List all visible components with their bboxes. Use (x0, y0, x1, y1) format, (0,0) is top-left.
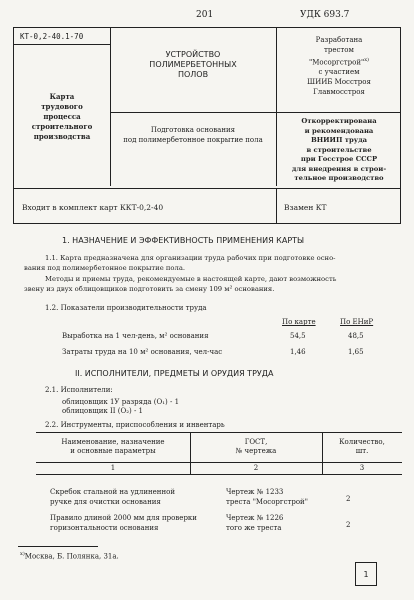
productivity-row-output-enir: 48,5 (348, 332, 364, 340)
table-row-2-qty: 2 (346, 521, 351, 529)
paragraph-2-1: 2.1. Исполнители: (45, 386, 113, 394)
table-row-1-name: Скребок стальной на удлиненной ручке для очистки основания (50, 488, 176, 506)
productivity-row-labor-card: 1,46 (290, 348, 306, 356)
footnote-divider (18, 546, 98, 547)
table-row-2-name: Правило длиной 2000 мм для проверки горизонтальности основания (50, 514, 197, 532)
footnote-mark: х) (20, 551, 25, 557)
worker-2: облицовщик II (О₂) - 1 (62, 407, 144, 415)
col-header-gost: ГОСТ, № чертежа (235, 438, 277, 455)
paragraph-1-1-cont: вания под полимербетонное покрытие пола. (24, 264, 186, 272)
developer-info: Разработана трестом "Мосоргстрой"$^{х)}$ с участием ШИИБ Мосстроя Главмосстроя (307, 36, 371, 97)
col-number-3: 3 (359, 464, 365, 472)
worker-1: облицовщик 1У разряда (О₁) - 1 (62, 398, 180, 406)
paragraph-1-1: 1.1. Карта предназначена для организации труда рабочих при подготовке осно- (45, 254, 336, 262)
table-row-1-gost: Чертеж № 1233 треста "Мосоргстрой" (226, 488, 308, 506)
kit-label: Входит в комплект карт ККТ-0,2-40 (22, 203, 164, 212)
productivity-row-labor-label: Затраты труда на 10 м² основания, чел-час (62, 348, 223, 356)
footnote-text: Москва, Б. Полянка, 31а. (24, 552, 119, 561)
table-row-1-qty: 2 (346, 495, 351, 503)
paragraph-1-2-text: Методы и приемы труда, рекомендуемые в настоящей карте, дают возможность (45, 275, 337, 283)
productivity-row-labor-enir: 1,65 (348, 348, 364, 356)
approval-note: Откорректирована и рекомендована ВНИИП труда в строительстве при Госстрое СССР для внедрения в строи- тельное производство (291, 117, 387, 182)
tools-table (36, 432, 402, 532)
paragraph-2-2: 2.2. Инструменты, приспособления и инвентарь (45, 421, 225, 429)
col-number-2: 2 (253, 464, 259, 472)
productivity-row-output-card: 54,5 (290, 332, 306, 340)
col-number-1: 1 (110, 464, 116, 472)
udk-code: УДК 693.7 (300, 10, 350, 20)
section-2-heading: II. ИСПОЛНИТЕЛИ, ПРЕДМЕТЫ И ОРУДИЯ ТРУДА (75, 369, 274, 378)
card-code: КТ-0,2-40.1-70 (20, 32, 84, 41)
table-row-2-gost: Чертеж № 1226 того же треста (226, 514, 284, 532)
card-type-label: Карта трудового процесса строительного производства (31, 92, 93, 141)
col-by-enir: По ЕНиР (340, 318, 374, 326)
page-box (355, 562, 377, 586)
title-block (13, 27, 401, 224)
card-subtitle: Подготовка основания под полимербетонное покрытие пола (123, 126, 263, 144)
section-1-heading: 1. НАЗНАЧЕНИЕ И ЭФФЕКТИВНОСТЬ ПРИМЕНЕНИЯ КАРТЫ (62, 236, 305, 245)
page-box-number: 1 (363, 569, 369, 579)
footnote (20, 551, 119, 560)
productivity-row-output-label: Выработка на 1 чел-день, м² основания (62, 332, 209, 340)
col-header-name: Наименование, назначение и основные параметры (61, 438, 165, 455)
developer-footnote-mark: х) (364, 57, 370, 63)
paragraph-1-3-text: звену из двух облицовщиков подготовить за смену 109 м² основания. (24, 285, 275, 293)
card-title: УСТРОЙСТВО ПОЛИМЕРБЕТОННЫХ ПОЛОВ (149, 50, 237, 79)
page-number: 201 (196, 10, 214, 20)
productivity-title: 1.2. Показатели производительности труда (45, 304, 207, 312)
col-header-qty: Количество, шт. (339, 438, 385, 455)
col-by-card: По карте (282, 318, 316, 326)
replace-label: Взамен КТ (284, 203, 327, 212)
